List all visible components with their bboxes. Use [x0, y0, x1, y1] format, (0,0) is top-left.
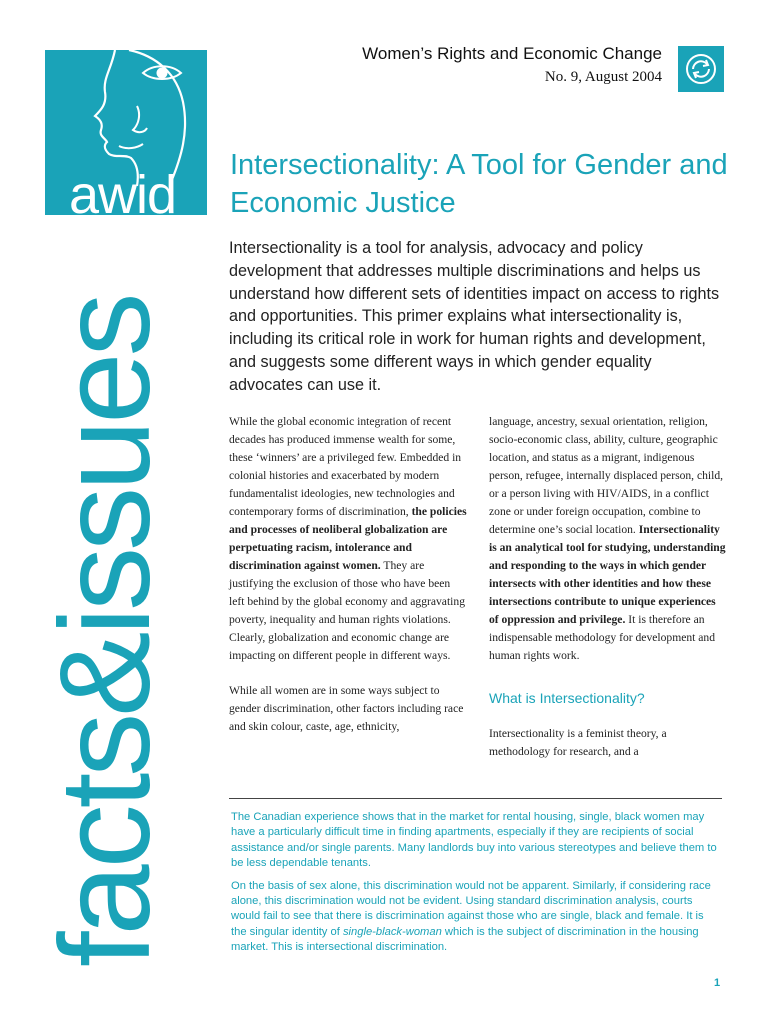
body-column-left	[229, 413, 467, 736]
page-number: 1	[714, 977, 721, 989]
circular-arrows-icon	[678, 46, 724, 92]
box-text: On the basis of sex alone, this discrimination would not be apparent. Similarly, if considering race alone, this discrimination would not be evident. Using standard discrimination analysis, courts would fail to see that there is discrimination against those who are single, black and female. It is the singular identity of	[231, 879, 711, 938]
awid-logo	[45, 50, 207, 225]
body-text: While the global economic integration of recent decades has produced immense wealth for some, these ‘winners’ are a privileged few. Embedded in colonial histories and exacerbated by modern fundamentalist ideologies, new technologies and contemporary forms of discrimination,	[229, 415, 462, 518]
sidebar-banner	[34, 265, 177, 975]
logo-wordmark: awid	[69, 165, 177, 225]
facts-issues-wordmark: facts&issues	[34, 296, 177, 967]
body-paragraph	[489, 413, 727, 665]
section-heading: What is Intersectionality?	[489, 690, 645, 706]
divider	[229, 798, 722, 799]
box-text: which is the subject of discrimination in the housing market. This is intersectional discrimination.	[231, 925, 699, 954]
body-text: language, ancestry, sexual orientation, religion, socio-economic class, ability, culture, geographic location, and status as a migrant, indigenous person, refugee, internally displaced person, child, or a person living with HIV/AIDS, in a conflict zone or under foreign occupation, combine to determine one’s social location.	[489, 415, 724, 536]
issue-info: No. 9, August 2004	[544, 69, 662, 85]
body-paragraph: Intersectionality is a feminist theory, a methodology for research, and a	[489, 727, 667, 758]
body-text-bold: Intersectionality is an analytical tool for studying, understanding and responding to the ways in which gender intersects with other identities and how these intersections contribute to unique experiences of oppression and privilege.	[489, 523, 726, 626]
body-text-bold: the policies and processes of neoliberal globalization are perpetuating racism, intolerance and discrimination against women.	[229, 505, 467, 572]
body-paragraph	[229, 413, 467, 665]
page-title: Intersectionality: A Tool for Gender and Economic Justice	[230, 149, 728, 219]
series-title: Women’s Rights and Economic Change	[362, 44, 662, 63]
box-paragraph: The Canadian experience shows that in the market for rental housing, single, black women may have a particularly difficult time in finding apartments, especially if they are recipients of social assistance and/or single parents. Many landlords buy into various stereotypes and believe them to be less dependable tenants.	[231, 811, 717, 870]
box-paragraph	[231, 879, 721, 956]
body-paragraph: While all women are in some ways subject to gender discrimination, other factors including race and skin colour, caste, age, ethnicity,	[229, 684, 464, 733]
box-text-emphasis: single-black-woman	[342, 925, 442, 938]
body-column-right	[489, 413, 727, 761]
intro-paragraph: Intersectionality is a tool for analysis, advocacy and policy development that addresses multiple discriminations and helps us understand how different sets of identities impact on access to rights and opportunities. This primer explains what intersectionality is, including its critical role in work for human rights and development, and suggests some different ways in which gender equality advocates can use it.	[229, 239, 720, 394]
body-text: It is therefore an indispensable methodology for development and human rights work.	[489, 613, 716, 662]
body-text: They are justifying the exclusion of those who have been left behind by the global economy and aggravating poverty, inequality and human rights violations. Clearly, globalization and economic change are impacting on different people in different ways.	[229, 559, 465, 662]
case-example-box	[231, 810, 721, 956]
